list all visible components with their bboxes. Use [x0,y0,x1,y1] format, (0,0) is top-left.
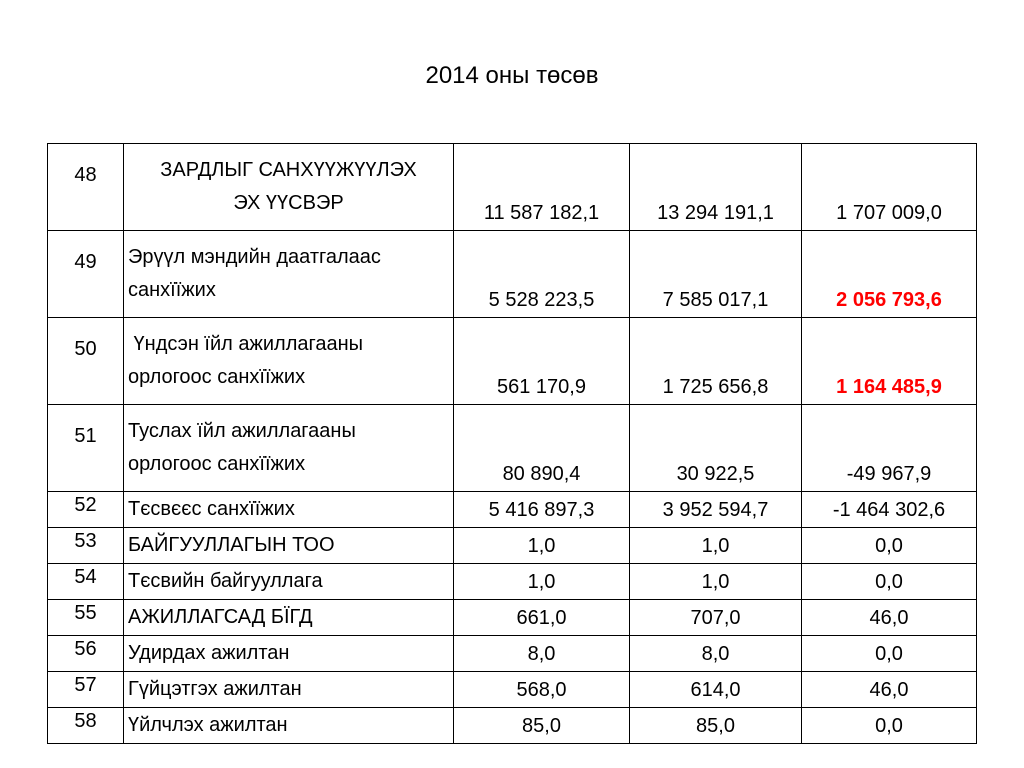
value-cell: 8,0 [454,636,630,672]
highlighted-value-cell: 2 056 793,6 [802,231,977,318]
table-row [48,672,977,708]
value-cell: 0,0 [802,528,977,564]
value-cell: 5 416 897,3 [454,492,630,528]
row-number: 50 [48,318,124,405]
row-number: 54 [48,564,124,600]
table-row [48,528,977,564]
table-row [48,492,977,528]
row-number: 58 [48,708,124,744]
value-cell: 1 725 656,8 [630,318,802,405]
row-number: 48 [48,144,124,231]
value-cell: 561 170,9 [454,318,630,405]
table-row [48,708,977,744]
value-cell: 1 707 009,0 [802,144,977,231]
value-cell: 46,0 [802,600,977,636]
row-label [124,672,454,708]
row-label-line: санхїїжих [128,279,216,301]
table-row [48,564,977,600]
table-row [48,231,977,318]
value-cell: 3 952 594,7 [630,492,802,528]
row-number: 53 [48,528,124,564]
value-cell: 0,0 [802,636,977,672]
value-cell: 1,0 [454,528,630,564]
row-label [124,492,454,528]
value-cell: -49 967,9 [802,405,977,492]
row-label [124,528,454,564]
row-label [124,564,454,600]
row-number: 49 [48,231,124,318]
value-cell: 614,0 [630,672,802,708]
row-number: 55 [48,600,124,636]
table-row [48,144,977,231]
row-label [124,636,454,672]
table-row [48,636,977,672]
row-label-line: Үйлчлэх ажилтан [128,714,288,736]
value-cell: -1 464 302,6 [802,492,977,528]
value-cell: 11 587 182,1 [454,144,630,231]
row-label-line: орлогоос санхїїжих [128,366,306,388]
value-cell: 0,0 [802,708,977,744]
row-label-line: Гүйцэтгэх ажилтан [128,678,302,700]
row-label-line: Тєсвєєс санхїїжих [128,498,295,520]
value-cell: 0,0 [802,564,977,600]
row-label [124,405,454,492]
value-cell: 13 294 191,1 [630,144,802,231]
row-number: 52 [48,492,124,528]
row-label-line: Эрүүл мэндийн даатгалаас [128,246,381,268]
page-title: 2014 оны төсөв [425,62,599,89]
row-label [124,144,454,231]
value-cell: 85,0 [454,708,630,744]
row-label-line: БАЙГУУЛЛАГЫН ТОО [128,534,335,556]
value-cell: 85,0 [630,708,802,744]
table-row [48,405,977,492]
row-label-line: Туслах їйл ажиллагааны [128,420,356,442]
table-row [48,318,977,405]
value-cell: 7 585 017,1 [630,231,802,318]
row-number: 56 [48,636,124,672]
row-label-line: Үндсэн їйл ажиллагааны [128,333,364,355]
value-cell: 661,0 [454,600,630,636]
row-label-line: ЭХ ҮҮСВЭР [233,192,344,214]
value-cell: 8,0 [630,636,802,672]
value-cell: 80 890,4 [454,405,630,492]
row-label-line: орлогоос санхїїжих [128,453,306,475]
row-label [124,318,454,405]
value-cell: 46,0 [802,672,977,708]
row-label [124,708,454,744]
table-row [48,600,977,636]
value-cell: 707,0 [630,600,802,636]
row-label [124,231,454,318]
row-number: 57 [48,672,124,708]
row-number: 51 [48,405,124,492]
value-cell: 5 528 223,5 [454,231,630,318]
highlighted-value-cell: 1 164 485,9 [802,318,977,405]
row-label [124,600,454,636]
value-cell: 1,0 [630,528,802,564]
row-label-line: АЖИЛЛАГСАД БЇГД [128,606,313,628]
budget-table [47,143,977,744]
row-label-line: ЗАРДЛЫГ САНХҮҮЖҮҮЛЭХ [160,159,417,181]
value-cell: 1,0 [630,564,802,600]
row-label-line: Тєсвийн байгууллага [128,570,323,592]
row-label-line: Удирдах ажилтан [128,642,290,664]
value-cell: 568,0 [454,672,630,708]
value-cell: 30 922,5 [630,405,802,492]
value-cell: 1,0 [454,564,630,600]
